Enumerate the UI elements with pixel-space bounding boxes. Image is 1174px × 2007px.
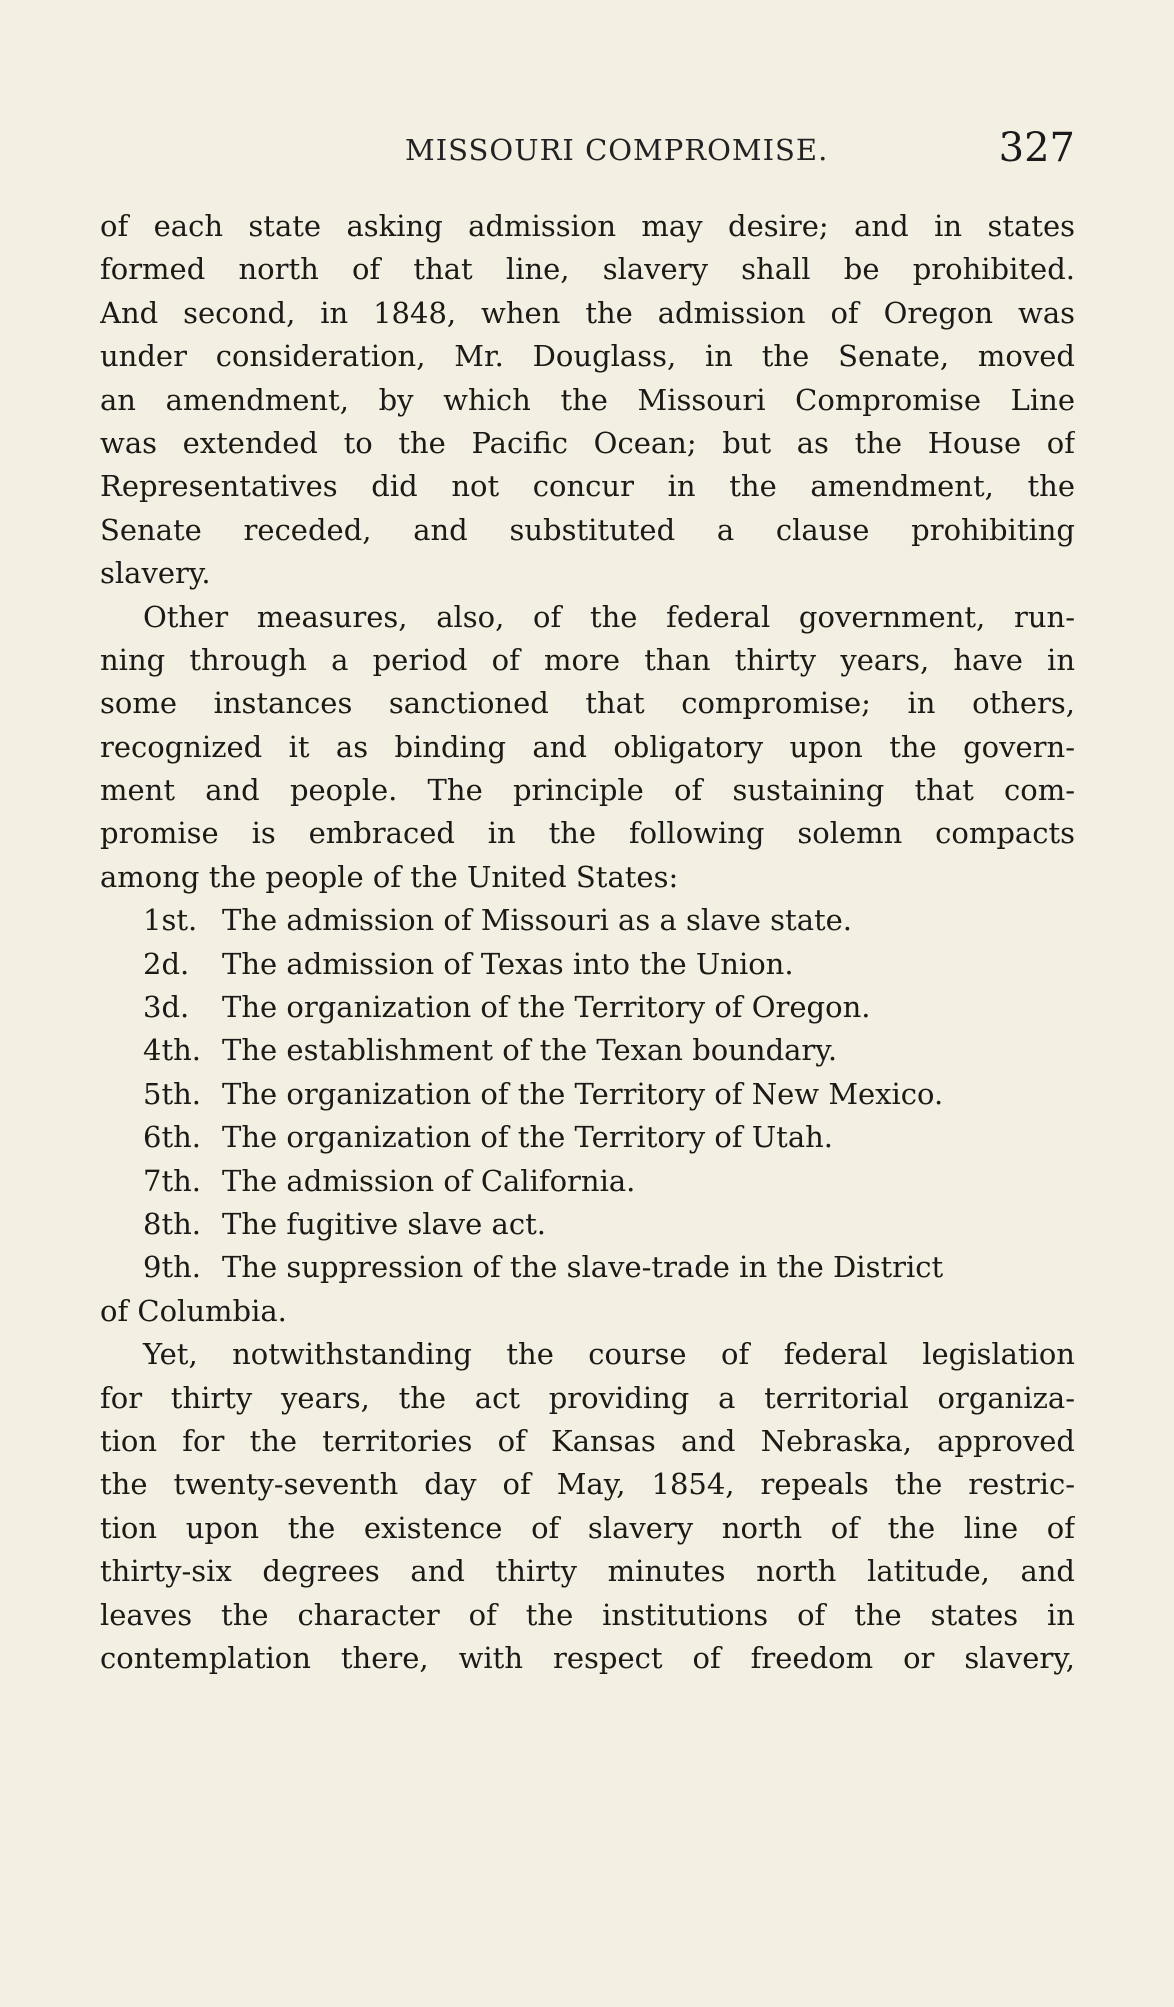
list-item-text: The suppression of the slave-trade in the District — [222, 1250, 944, 1285]
running-head — [100, 125, 1075, 175]
paragraph-2 — [100, 596, 1075, 900]
list-item — [100, 1203, 1075, 1246]
text-line: Yet, notwithstanding the course of federal legislation — [143, 1337, 1075, 1372]
text-line: formed north of that line, slavery shall be prohibited. — [100, 252, 1075, 287]
list-item — [100, 986, 1075, 1029]
list-item-text: The organization of the Territory of Utah. — [222, 1120, 834, 1155]
list-item-text: The organization of the Territory of Oregon. — [222, 990, 871, 1025]
list-item-text: The admission of Missouri as a slave state. — [222, 903, 853, 938]
list-item-number: 9th. — [143, 1250, 201, 1285]
list-item — [100, 1029, 1075, 1072]
paragraph-3 — [100, 1333, 1075, 1680]
list-item-continuation: of Columbia. — [100, 1293, 287, 1328]
list-item-number: 5th. — [143, 1076, 201, 1111]
page-number: 327 — [998, 125, 1075, 171]
running-title: MISSOURI COMPROMISE. — [405, 133, 829, 167]
list-item-number: 6th. — [143, 1120, 201, 1155]
list-item-text: The admission of Texas into the Union. — [222, 946, 794, 981]
list-item-text: The organization of the Territory of New Mexico. — [222, 1076, 944, 1111]
text-line: of each state asking admission may desire; and in states — [100, 209, 1075, 243]
list-item — [100, 943, 1075, 986]
compacts-list — [100, 899, 1075, 1333]
text-line: recognized it as binding and obligatory upon the govern- — [100, 729, 1075, 764]
list-item-number: 2d. — [143, 946, 190, 981]
list-item-number: 8th. — [143, 1206, 201, 1241]
text-line: ning through a period of more than thirty years, have in — [100, 642, 1075, 677]
text-line: Senate receded, and substituted a clause prohibiting — [100, 512, 1075, 547]
text-line: And second, in 1848, when the admission of Oregon was — [100, 295, 1075, 330]
text-line: promise is embraced in the following solemn compacts — [100, 816, 1075, 851]
text-line: Other measures, also, of the federal government, run- — [143, 599, 1075, 634]
text-line: tion for the territories of Kansas and Nebraska, approved — [100, 1423, 1075, 1458]
text-line: tion upon the existence of slavery north of the line of — [100, 1510, 1075, 1545]
text-line: contemplation there, with respect of freedom or slavery, — [100, 1640, 1075, 1675]
text-line: an amendment, by which the Missouri Compromise Line — [100, 382, 1075, 417]
list-item-text: The admission of California. — [222, 1163, 636, 1198]
text-line: thirty-six degrees and thirty minutes north latitude, and — [100, 1554, 1075, 1589]
list-item-text: The establishment of the Texan boundary. — [222, 1033, 838, 1068]
text-line: the twenty-seventh day of May, 1854, repeals the restric- — [100, 1467, 1075, 1502]
list-item — [100, 1073, 1075, 1116]
text-line: some instances sanctioned that compromise; in others, — [100, 686, 1075, 721]
text-line: among the people of the United States: — [100, 859, 679, 894]
paragraph-1 — [100, 205, 1075, 596]
text-line: Representatives did not concur in the amendment, the — [100, 469, 1075, 504]
list-item-number: 7th. — [143, 1163, 201, 1198]
text-line: slavery. — [100, 556, 211, 591]
list-item-number: 1st. — [143, 903, 198, 938]
list-item-text: The fugitive slave act. — [222, 1206, 546, 1241]
text-line: under consideration, Mr. Douglass, in the Senate, moved — [100, 339, 1075, 374]
list-item — [100, 899, 1075, 942]
list-item — [100, 1116, 1075, 1159]
text-line: ment and people. The principle of sustaining that com- — [100, 773, 1075, 808]
list-item — [100, 1160, 1075, 1203]
body-text — [100, 205, 1075, 1680]
text-line: leaves the character of the institutions of the states in — [100, 1597, 1075, 1632]
list-item-number: 4th. — [143, 1033, 201, 1068]
text-line: was extended to the Pacific Ocean; but as the House of — [100, 425, 1075, 460]
text-line: for thirty years, the act providing a territorial organiza- — [100, 1380, 1075, 1415]
list-item-number: 3d. — [143, 990, 190, 1025]
list-item — [100, 1246, 1075, 1289]
